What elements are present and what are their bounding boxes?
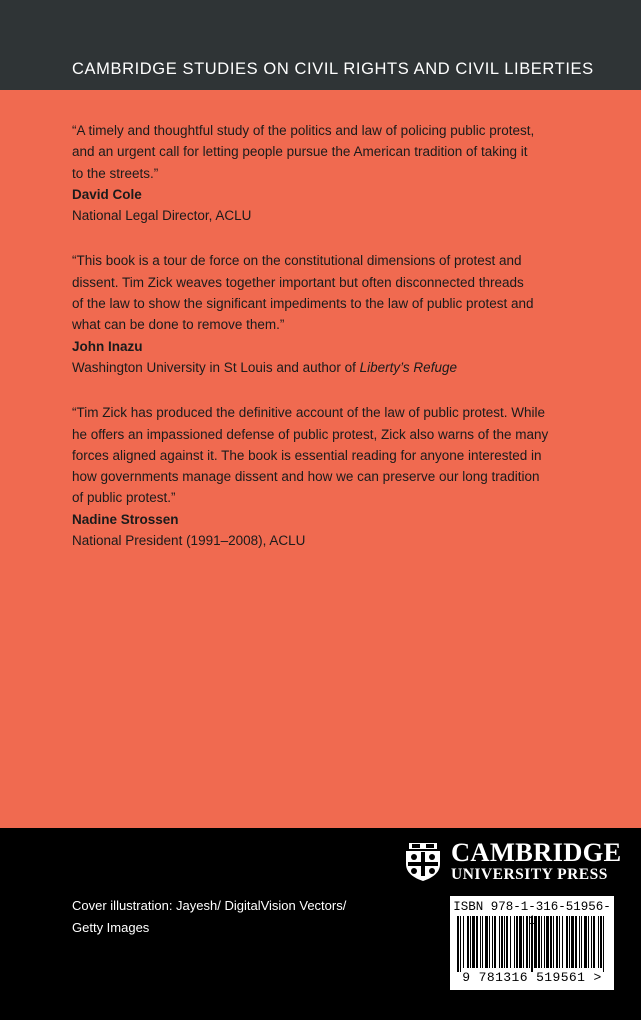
review bbox=[72, 120, 572, 226]
barcode-bar bbox=[556, 916, 558, 968]
reviews-section bbox=[72, 120, 572, 575]
review-quote-line: “This book is a tour de force on the constitutional dimensions of protest and bbox=[72, 253, 522, 269]
review-quote-line: of public protest.” bbox=[72, 490, 176, 506]
isbn-barcode bbox=[450, 896, 614, 990]
barcode-bar bbox=[457, 916, 459, 972]
review-author: David Cole bbox=[72, 186, 142, 202]
barcode-bar bbox=[494, 916, 496, 968]
barcode-bar bbox=[571, 916, 574, 968]
barcode-bar bbox=[553, 916, 554, 968]
barcode-bar bbox=[489, 916, 490, 968]
review-quote-line: “A timely and thoughtful study of the politics and law of policing public protest, bbox=[72, 123, 535, 138]
barcode-bar bbox=[470, 916, 471, 968]
cover-credit-line: Getty Images bbox=[72, 920, 150, 935]
barcode-bar bbox=[460, 916, 461, 972]
cambridge-shield-icon bbox=[405, 840, 441, 882]
review-quote-line: dissent. Tim Zick weaves together important but often disconnected threads bbox=[72, 274, 524, 290]
barcode-bar bbox=[492, 916, 493, 968]
barcode-bar bbox=[569, 916, 570, 968]
publisher-subtitle: UNIVERSITY PRESS bbox=[451, 866, 608, 883]
barcode-bar bbox=[506, 916, 508, 968]
barcode-bar bbox=[516, 916, 518, 968]
barcode-bar bbox=[531, 916, 533, 972]
barcode-bar bbox=[499, 916, 500, 968]
barcode-bar bbox=[550, 916, 552, 968]
barcode-bar bbox=[529, 916, 530, 968]
barcode-bar bbox=[541, 916, 542, 968]
barcode-bar bbox=[598, 916, 599, 968]
barcode-bar bbox=[523, 916, 524, 968]
barcode-bar bbox=[476, 916, 478, 968]
barcode-bar bbox=[538, 916, 540, 968]
barcode-bar bbox=[514, 916, 515, 968]
barcode-bar bbox=[581, 916, 582, 968]
barcode-bar bbox=[566, 916, 568, 968]
cover-credit-line: Cover illustration: Jayesh/ DigitalVision Vectors/ bbox=[72, 898, 347, 913]
barcode-bar bbox=[526, 916, 528, 968]
review-quote-line: “Tim Zick has produced the definitive account of the law of public protest. While bbox=[72, 405, 545, 421]
barcode-bar bbox=[546, 916, 549, 968]
barcode-bar bbox=[510, 916, 511, 968]
barcode-bar bbox=[593, 916, 595, 968]
review-affiliation: National President (1991–2008), ACLU bbox=[72, 533, 306, 549]
barcode-bar bbox=[600, 916, 602, 968]
barcode-bar bbox=[519, 916, 522, 968]
review-quote-line: he offers an impassioned defense of public protest, Zick also warns of the many bbox=[72, 426, 549, 442]
publisher-logo bbox=[405, 838, 620, 886]
series-band bbox=[0, 0, 641, 90]
series-title: CAMBRIDGE STUDIES ON CIVIL RIGHTS AND CIVIL LIBERTIES bbox=[72, 60, 594, 78]
ean-digits: 9 781316 519561 > bbox=[462, 970, 602, 985]
review-affiliation: Washington University in St Louis and author of Liberty’s Refuge bbox=[72, 359, 457, 375]
barcode-bar bbox=[480, 916, 481, 968]
review-quote-line: what can be done to remove them.” bbox=[72, 317, 285, 333]
review-quote-line: of the law to show the significant impediments to the law of public protest and bbox=[72, 296, 534, 312]
barcode-bar bbox=[504, 916, 505, 968]
barcode-bar bbox=[467, 916, 469, 968]
review-quote-line: how governments manage dissent and how we can preserve our long tradition bbox=[72, 469, 540, 485]
review-affiliation: National Legal Director, ACLU bbox=[72, 208, 252, 224]
barcode-bar bbox=[579, 916, 580, 968]
cover-credit bbox=[72, 895, 346, 939]
barcode-bar bbox=[472, 916, 475, 968]
publisher-name: CAMBRIDGE bbox=[451, 837, 622, 867]
barcode-bar bbox=[588, 916, 589, 968]
review-author: Nadine Strossen bbox=[72, 511, 179, 527]
barcode-bar bbox=[485, 916, 488, 968]
barcode-bar bbox=[575, 916, 577, 968]
review bbox=[72, 250, 572, 378]
review-quote-line: to the streets.” bbox=[72, 165, 159, 181]
barcode-bar bbox=[591, 916, 592, 968]
barcode-bar bbox=[501, 916, 503, 968]
review bbox=[72, 402, 572, 551]
barcode-bar bbox=[482, 916, 483, 968]
isbn-label: ISBN 978-1-316-51956- bbox=[453, 900, 611, 914]
barcode-bars bbox=[455, 916, 609, 972]
barcode-bar bbox=[559, 916, 560, 968]
barcode-bar bbox=[603, 916, 604, 972]
barcode-bar bbox=[534, 916, 537, 968]
review-quote-line: and an urgent call for letting people pursue the American tradition of taking it bbox=[72, 144, 528, 160]
barcode-bar bbox=[463, 916, 464, 968]
review-author: John Inazu bbox=[72, 338, 143, 354]
barcode-bar bbox=[562, 916, 563, 968]
barcode-bar bbox=[584, 916, 587, 968]
review-quote-line: forces aligned against it. The book is essential reading for anyone interested in bbox=[72, 447, 542, 463]
barcode-bar bbox=[544, 916, 545, 968]
